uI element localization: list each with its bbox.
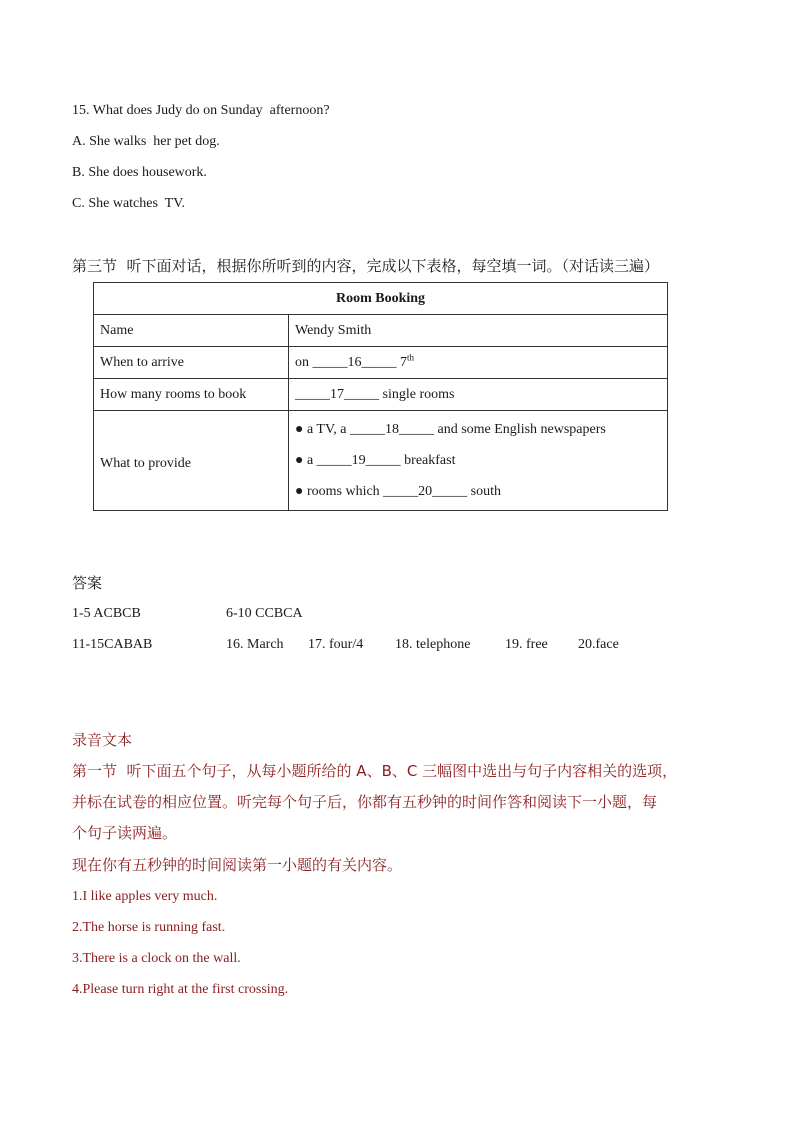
transcript-sentence: 1.I like apples very much. bbox=[72, 889, 218, 904]
question-stem: 15. What does Judy do on Sunday afternoon? bbox=[72, 103, 330, 118]
transcript-sentence: 3.There is a clock on the wall. bbox=[72, 951, 241, 966]
answer-18: 18. telephone bbox=[395, 637, 471, 652]
transcript-sentence: 2.The horse is running fast. bbox=[72, 920, 226, 935]
table-row bbox=[94, 347, 668, 379]
answer-17: 17. four/4 bbox=[308, 637, 364, 652]
arrival-date-text: on _____16_____ 7 bbox=[295, 354, 407, 370]
answer-6-10: 6-10 CCBCA bbox=[226, 606, 303, 621]
row-label: How many rooms to book bbox=[94, 379, 289, 411]
option-b: B. She does housework. bbox=[72, 165, 207, 180]
answer-11-15: 11-15CABAB bbox=[72, 637, 153, 652]
answer-19: 19. free bbox=[505, 637, 548, 652]
option-a: A. She walks her pet dog. bbox=[72, 134, 220, 149]
row-value: Wendy Smith bbox=[289, 315, 668, 347]
room-booking-table bbox=[93, 282, 668, 511]
transcript-sentence: 4.Please turn right at the first crossing. bbox=[72, 982, 289, 997]
provide-item: ● a TV, a _____18_____ and some English newspapers bbox=[295, 422, 606, 437]
answer-1-5: 1-5 ACBCB bbox=[72, 606, 141, 621]
answer-20: 20.face bbox=[578, 637, 619, 652]
table-row bbox=[94, 379, 668, 411]
row-value: _____17_____ single rooms bbox=[289, 379, 668, 411]
provide-list bbox=[289, 411, 668, 511]
transcript-paragraph-line: 第一节 听下面五个句子，从每小题所给的 A、B、C 三幅图中选出与句子内容相关的选项， bbox=[72, 762, 678, 780]
row-label: When to arrive bbox=[94, 347, 289, 379]
table-row bbox=[94, 411, 668, 511]
answer-16: 16. March bbox=[226, 637, 284, 652]
table-row bbox=[94, 315, 668, 347]
transcript-paragraph-line: 个句子读两遍。 bbox=[72, 824, 178, 842]
option-c: C. She watches TV. bbox=[72, 196, 186, 211]
row-value bbox=[289, 347, 668, 379]
transcript-paragraph-line: 并标在试卷的相应位置。听完每个句子后，你都有五秒钟的时间作答和阅读下一小题，每 bbox=[72, 793, 658, 811]
row-label: Name bbox=[94, 315, 289, 347]
section3-instruction: 第三节 听下面对话，根据你所听到的内容，完成以下表格，每空填一词。（对话读三遍） bbox=[72, 257, 660, 275]
transcript-heading: 录音文本 bbox=[72, 731, 133, 749]
table-title: Room Booking bbox=[94, 283, 668, 315]
ordinal-suffix: th bbox=[407, 351, 415, 362]
provide-item: ● rooms which _____20_____ south bbox=[295, 484, 502, 499]
transcript-prompt: 现在你有五秒钟的时间阅读第一小题的有关内容。 bbox=[72, 856, 403, 874]
row-label: What to provide bbox=[94, 411, 289, 511]
provide-item: ● a _____19_____ breakfast bbox=[295, 453, 456, 468]
answers-heading: 答案 bbox=[72, 574, 103, 592]
